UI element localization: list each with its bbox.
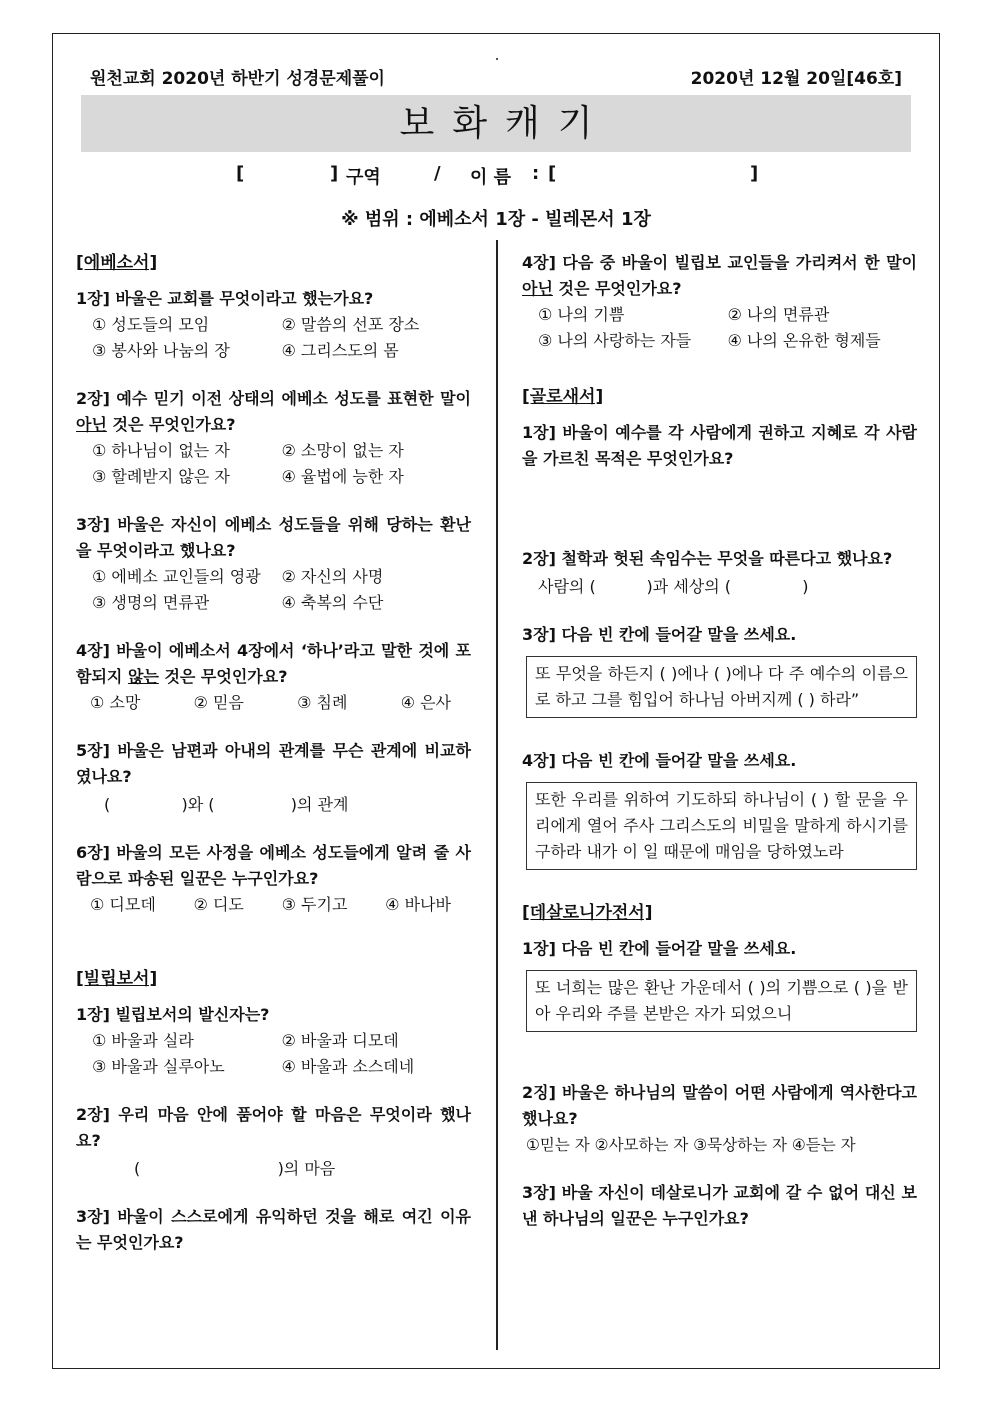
eph-q4: 4장] 바울이 에베소서 4장에서 ‘하나’라고 말한 것에 포함되지 않는 것은 무엇인가요?	[76, 641, 471, 686]
title-bar	[81, 95, 911, 152]
option: ② 말씀의 선포 장소	[281, 315, 420, 334]
scope-line: ※ 범위 : 에베소서 1장 - 빌레몬서 1장	[341, 209, 651, 230]
eph-q5: 5장] 바울은 남편과 아내의 관계를 무슨 관계에 비교하였나요?	[76, 741, 471, 786]
thes-q2: 2징] 바울은 하나님의 말씀이 어떤 사람에게 역사한다고 했나요?	[522, 1083, 917, 1128]
phil-q4-options	[522, 302, 917, 354]
eph-q2: 2장] 예수 믿기 이전 상태의 에베소 성도를 표현한 말이 아닌 것은 무엇인가요?	[76, 389, 471, 434]
option: ④ 나의 온유한 형제들	[727, 331, 881, 350]
phil-q4: 4장] 다음 중 바울이 빌립보 교인들을 가리켜서 한 말이 아닌 것은 무엇인가요?	[522, 253, 917, 298]
option: ④ 바나바	[385, 895, 451, 914]
option: ③ 봉사와 나눔의 장	[92, 341, 230, 360]
underlined-word: 않는	[127, 667, 159, 686]
eph-q4-options	[76, 690, 471, 716]
option: ① 나의 기쁨	[538, 305, 625, 324]
name-colon: :	[532, 163, 540, 184]
eph-q1-options	[76, 312, 471, 364]
right-column	[522, 250, 917, 1232]
eph-q5-blank: ( )와 ( )의 관계	[104, 795, 349, 814]
district-label: 구역	[346, 167, 381, 188]
option: ② 자신의 사명	[281, 567, 384, 586]
option: ④ 율법에 능한 자	[281, 467, 404, 486]
column-divider	[496, 240, 498, 1350]
section-ephesians: [에베소서]	[76, 253, 158, 273]
option: ③ 침례	[297, 693, 348, 712]
option: ④ 은사	[400, 693, 451, 712]
option: ② 디도	[193, 895, 244, 914]
option: ② 바울과 디모데	[281, 1031, 399, 1050]
option: ① 소망	[90, 693, 141, 712]
eph-q3: 3장] 바울은 자신이 에베소 성도들을 위해 당하는 환난을 무엇이라고 했나요?	[76, 515, 471, 560]
eph-q3-options	[76, 564, 471, 616]
option: ① 바울과 실라	[92, 1031, 194, 1050]
option: ② 소망이 없는 자	[281, 441, 404, 460]
left-column	[76, 250, 471, 1256]
name-bracket-close: ]	[750, 163, 759, 184]
phil-q1-options	[76, 1028, 471, 1080]
option: ③ 바울과 실루아노	[92, 1057, 225, 1076]
option: ④ 축복의 수단	[281, 593, 384, 612]
option: ④ 그리스도의 몸	[281, 341, 399, 360]
thes-q2-options: ①믿는 자 ②사모하는 자 ③묵상하는 자 ④듣는 자	[526, 1136, 856, 1154]
underlined-word: 아닌	[522, 279, 553, 298]
district-bracket-close: ]	[330, 163, 339, 184]
col-q4-box: 또한 우리를 위하여 기도하되 하나님이 ( ) 할 문을 우리에게 열어 주사 그리스도의 비밀을 말하게 하시기를 구하라 내가 이 일 때문에 매임을 당하였노라	[526, 782, 917, 870]
center-mark	[496, 58, 498, 60]
option: ① 디모데	[90, 895, 156, 914]
eph-q2-options	[76, 438, 471, 490]
option: ② 믿음	[193, 693, 244, 712]
eph-q1: 1장] 바울은 교회를 무엇이라고 했는가요?	[76, 289, 374, 308]
thes-q1: 1장] 다음 빈 칸에 들어갈 말을 쓰세요.	[522, 939, 797, 958]
option: ① 성도들의 모임	[92, 315, 210, 334]
col-q1: 1장] 바울이 예수를 각 사람에게 권하고 지혜로 각 사람을 가르친 목적은 무엇인가요?	[522, 423, 917, 468]
option: ③ 생명의 면류관	[92, 593, 210, 612]
section-philippians: [빌립보서]	[76, 969, 158, 989]
option: ③ 나의 사랑하는 자들	[538, 331, 692, 350]
eph-q6: 6장] 바울의 모든 사정을 에베소 성도들에게 알려 줄 사람으로 파송된 일꾼은 누구인가요?	[76, 843, 471, 888]
church-title: 원천교회 2020년 하반기 성경문제풀이	[90, 69, 385, 89]
name-bracket-open: [	[548, 163, 557, 184]
issue-date: 2020년 12월 20일[46호]	[690, 69, 902, 89]
underlined-word: 아닌	[76, 415, 107, 434]
col-q4: 4장] 다음 빈 칸에 들어갈 말을 쓰세요.	[522, 751, 797, 770]
phil-q2: 2장] 우리 마음 안에 품어야 할 마음은 무엇이라 했나요?	[76, 1105, 471, 1150]
option: ① 하나님이 없는 자	[92, 441, 230, 460]
name-row	[0, 163, 992, 189]
slash: /	[434, 163, 441, 184]
phil-q1: 1장] 빌립보서의 발신자는?	[76, 1005, 270, 1024]
option: ① 에베소 교인들의 영광	[92, 567, 261, 586]
section-thessalonians: [데살로니가전서]	[522, 903, 653, 923]
option: ④ 바울과 소스데네	[281, 1057, 415, 1076]
option: ② 나의 면류관	[727, 305, 830, 324]
option: ③ 할례받지 않은 자	[92, 467, 230, 486]
district-bracket-open: [	[236, 163, 245, 184]
phil-q3: 3장] 바울이 스스로에게 유익하던 것을 해로 여긴 이유는 무엇인가요?	[76, 1207, 471, 1252]
thes-q1-box: 또 너희는 많은 환난 가운데서 ( )의 기쁨으로 ( )을 받아 우리와 주를 본받은 자가 되었으니	[526, 970, 917, 1032]
phil-q2-blank: ( )의 마음	[134, 1159, 336, 1178]
col-q2-blank: 사람의 ( )과 세상의 ( )	[538, 577, 809, 596]
name-label: 이 름	[470, 167, 512, 188]
section-colossians: [골로새서]	[522, 387, 604, 407]
page-title: 보화캐기	[399, 103, 611, 144]
col-q3: 3장] 다음 빈 칸에 들어갈 말을 쓰세요.	[522, 625, 797, 644]
thes-q3: 3장] 바울 자신이 데살로니가 교회에 갈 수 없어 대신 보낸 하나님의 일꾼은 누구인가요?	[522, 1183, 917, 1228]
col-q3-box: 또 무엇을 하든지 ( )에나 ( )에나 다 주 예수의 이름으로 하고 그를 힘입어 하나님 아버지께 ( ) 하라”	[526, 656, 917, 718]
option: ③ 두기고	[281, 895, 348, 914]
col-q2: 2장] 철학과 헛된 속임수는 무엇을 따른다고 했나요?	[522, 549, 893, 568]
eph-q6-options	[76, 892, 471, 918]
